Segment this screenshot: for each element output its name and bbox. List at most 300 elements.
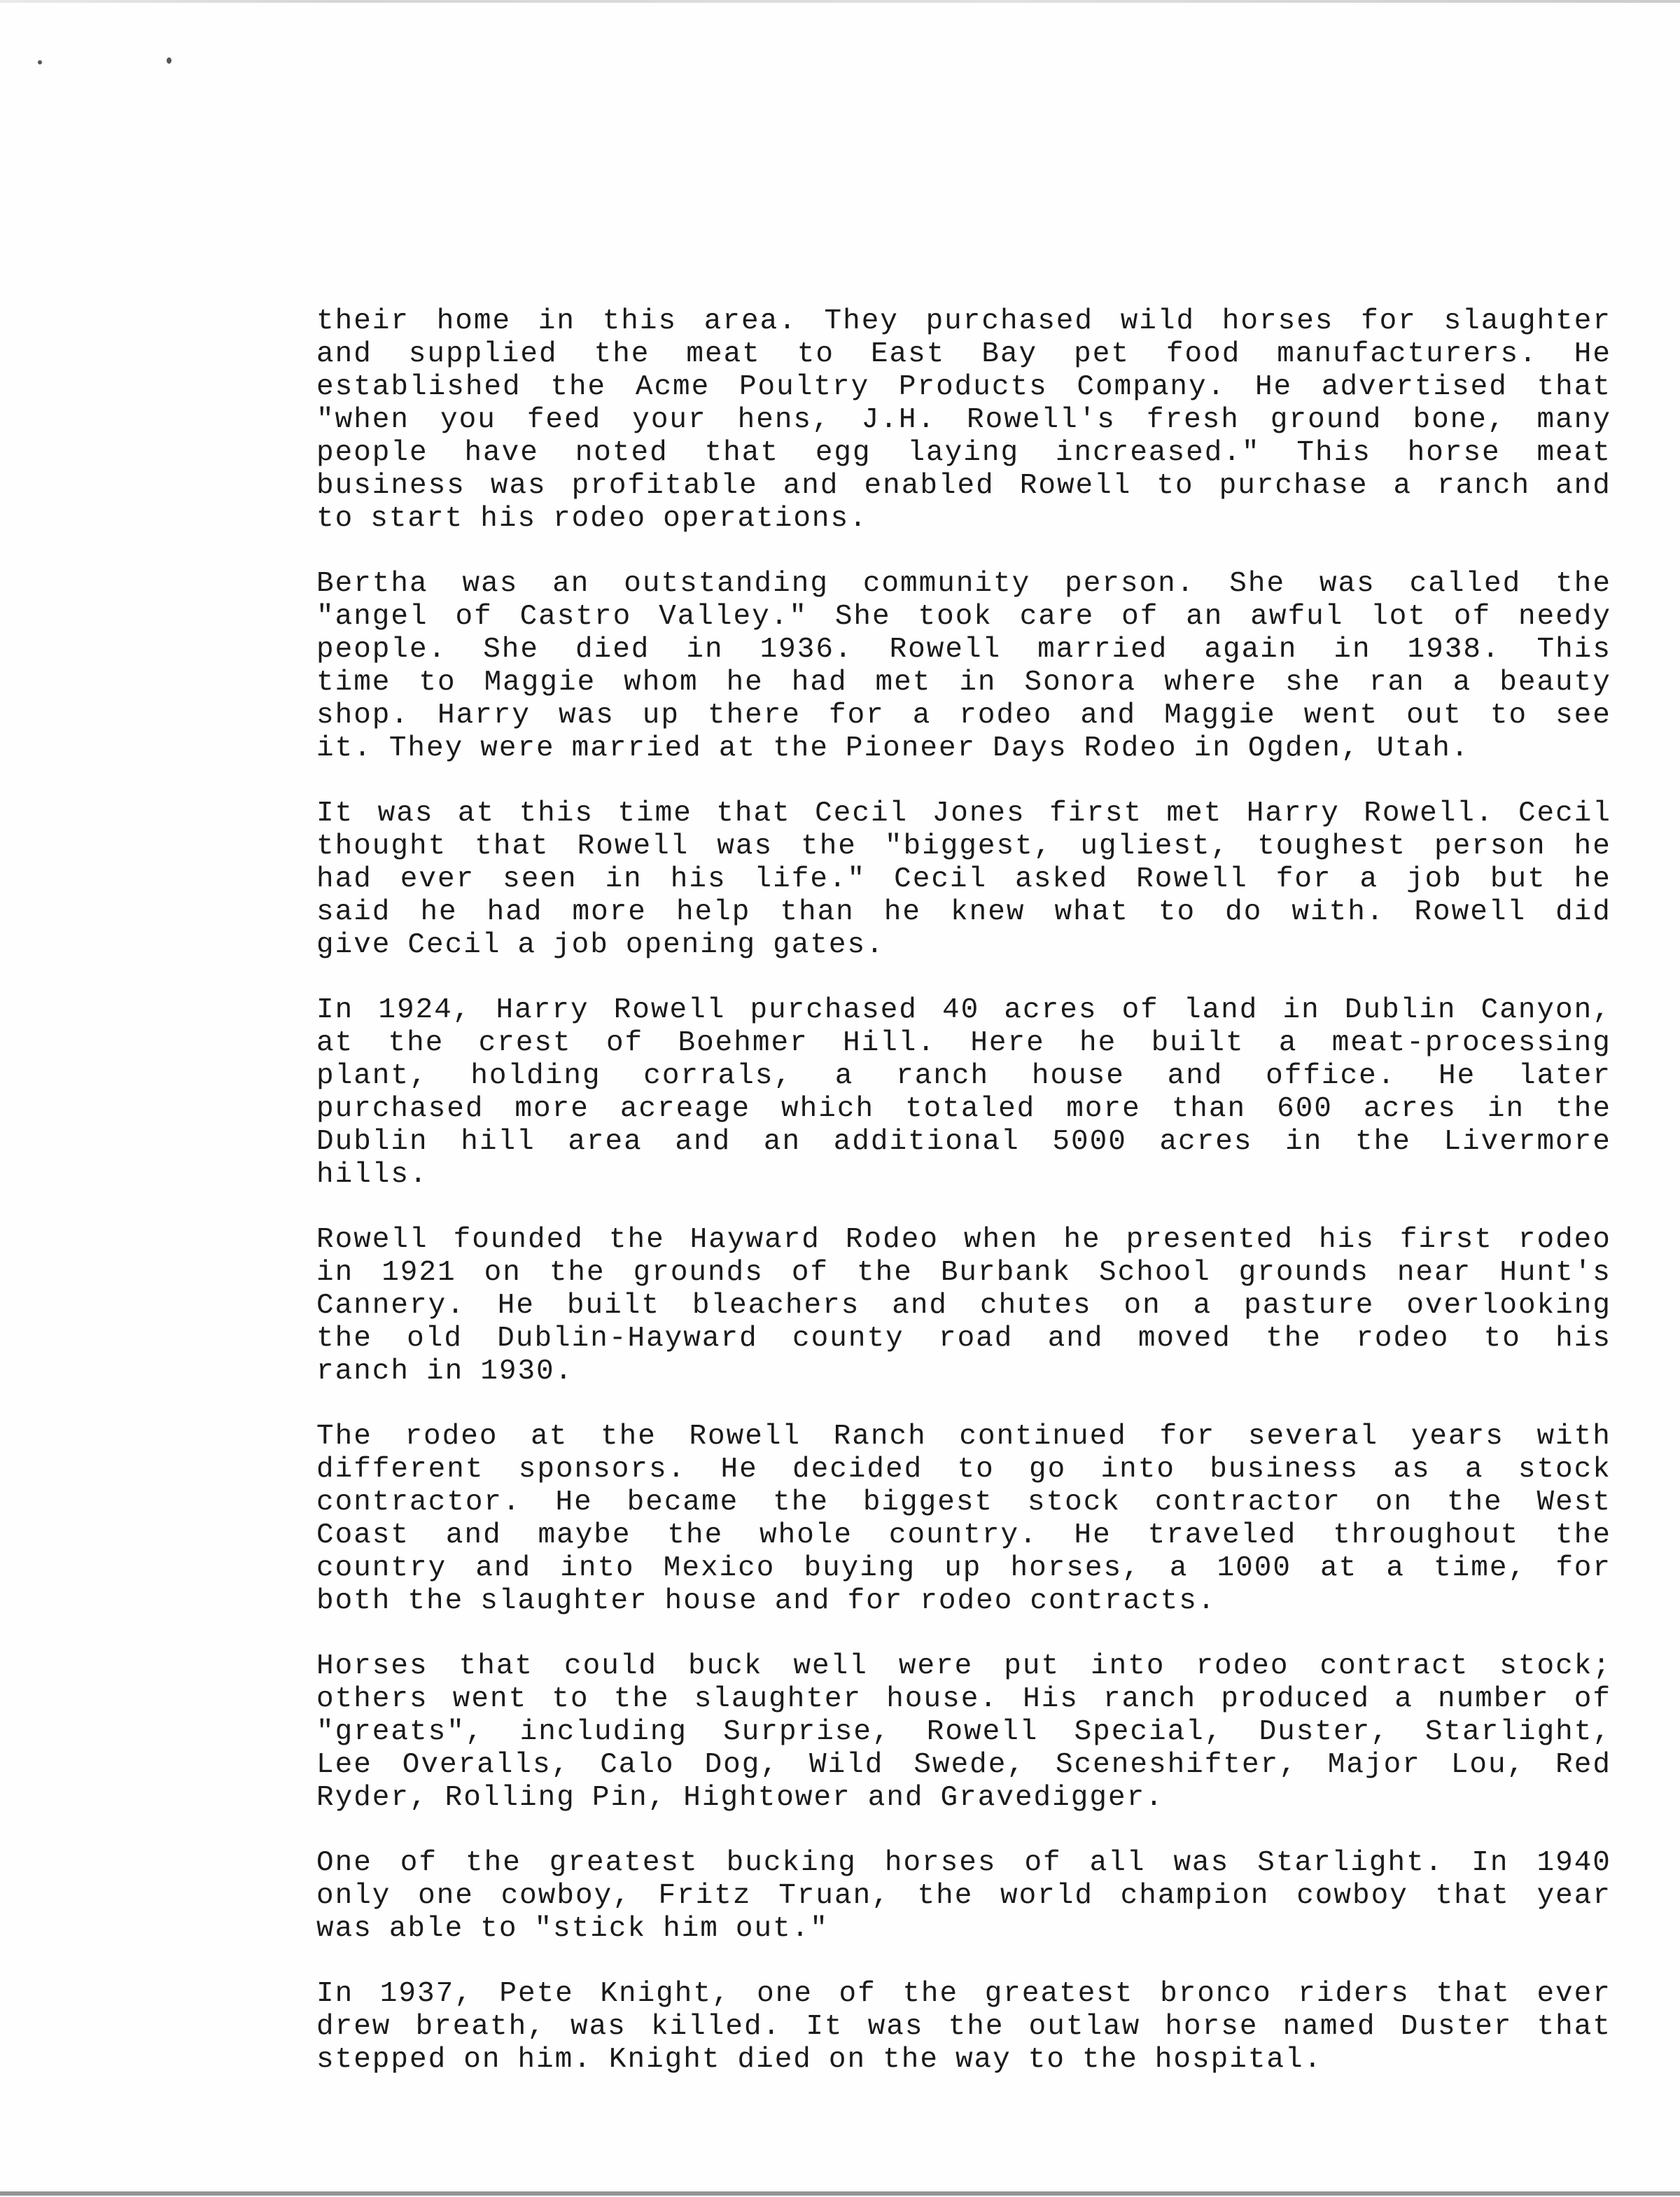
text-line (316, 1716, 1611, 1749)
word: including (519, 1716, 688, 1748)
word: hospital. (1154, 2044, 1323, 2076)
word: produced (1221, 1683, 1371, 1715)
word: was (717, 830, 774, 863)
word: profitable (571, 470, 758, 502)
word: outlaw (1028, 2011, 1141, 2043)
word: rodeo (920, 1585, 1014, 1617)
word: where (1164, 667, 1258, 699)
word: she (1285, 667, 1341, 699)
word: their (316, 305, 410, 337)
word: one (757, 1978, 813, 2010)
text-line (316, 1323, 1611, 1355)
word: Sonora (1024, 667, 1137, 699)
word: was (867, 2011, 924, 2043)
word: later (1518, 1060, 1611, 1092)
word: 1930. (480, 1355, 574, 1388)
word: out (1406, 699, 1462, 732)
word: the (1354, 1126, 1411, 1158)
word: of (791, 1257, 830, 1289)
word: knew (951, 896, 1026, 928)
word: Rowell (1019, 470, 1132, 502)
word: horses, (1010, 1552, 1141, 1584)
word: Dublin-Hayward (497, 1323, 758, 1355)
word: meat-processing (1331, 1027, 1611, 1059)
word: Days (993, 732, 1068, 765)
word: a (834, 1060, 854, 1092)
word: person (1434, 830, 1546, 863)
word: when (963, 1224, 1039, 1256)
word: he (1574, 863, 1611, 895)
word: in (1487, 1093, 1525, 1125)
word: he (883, 896, 922, 928)
text-line (316, 1519, 1611, 1552)
word: the (1266, 1323, 1322, 1355)
word: went (452, 1683, 528, 1715)
word: His (1023, 1683, 1079, 1715)
word: way (955, 2044, 1011, 2076)
text-line (316, 1978, 1611, 2011)
word: acres (1363, 1093, 1457, 1125)
word: Bay (981, 338, 1038, 370)
word: was (490, 470, 547, 502)
word: Sceneshifter, (1055, 1749, 1298, 1781)
word: stock (1518, 1453, 1611, 1486)
word: for (1555, 1552, 1611, 1584)
word: Harry (438, 699, 531, 732)
word: Ryder, (316, 1782, 428, 1814)
word: egg (815, 437, 872, 469)
word: with. (1292, 896, 1385, 928)
word: crest (478, 1027, 572, 1059)
word: he (1063, 1224, 1101, 1256)
word: stock (1027, 1486, 1121, 1519)
text-line (316, 1093, 1611, 1126)
word: see (1555, 699, 1611, 732)
word: house (1031, 1060, 1125, 1092)
word: drew (316, 2011, 391, 2043)
scan-speck (38, 60, 42, 64)
word: ran (1368, 667, 1425, 699)
word: at (718, 732, 757, 765)
word: met (1166, 797, 1223, 830)
word: Rodeo (845, 1224, 939, 1256)
word: Cecil (894, 863, 988, 895)
word: Dog, (704, 1749, 779, 1781)
word: give (316, 929, 391, 961)
word: house (664, 1585, 758, 1617)
text-line (316, 371, 1611, 404)
word: job (553, 929, 609, 961)
word: 1921 (382, 1257, 456, 1289)
word: had (791, 667, 848, 699)
scan-bottom-edge (0, 2191, 1680, 2196)
text-line (316, 1880, 1611, 1913)
word: and (1047, 1323, 1104, 1355)
word: at (457, 797, 496, 830)
word: more (514, 1093, 589, 1125)
word: a (1393, 470, 1413, 502)
word: and (1080, 699, 1137, 732)
word: Products (898, 371, 1048, 403)
word: number (1438, 1683, 1550, 1715)
word: on (463, 2044, 501, 2076)
word: named (1282, 2011, 1376, 2043)
word: Fritz (658, 1880, 752, 1912)
word: hens, (737, 404, 831, 436)
paragraph (316, 994, 1611, 1192)
word: Hightower (683, 1782, 851, 1814)
word: more (572, 896, 647, 928)
text-line (316, 470, 1611, 503)
word: Rowell (889, 634, 1002, 666)
word: only (316, 1880, 391, 1912)
word: put (1004, 1650, 1060, 1682)
word: on (1375, 1486, 1413, 1519)
word: a (1193, 1290, 1212, 1322)
word: to (1483, 1323, 1521, 1355)
word: She (1229, 568, 1286, 600)
word: Rowell (1414, 896, 1527, 928)
word: many (1536, 404, 1611, 436)
word: 1924, (378, 994, 472, 1026)
word: buying (804, 1552, 916, 1584)
word: of (455, 601, 493, 633)
word: to (1028, 2044, 1065, 2076)
word: in (316, 1257, 354, 1289)
word: horses (884, 1847, 997, 1879)
word: the (388, 1027, 444, 1059)
word: a (1169, 1552, 1189, 1584)
text-line (316, 1224, 1611, 1257)
word: opening (625, 929, 757, 961)
word: to (419, 667, 456, 699)
word: horse (1407, 437, 1501, 469)
word: in (605, 863, 643, 895)
word: met (875, 667, 932, 699)
word: He (1074, 1519, 1112, 1551)
word: have (464, 437, 539, 469)
paragraph (316, 305, 1611, 536)
word: contract (1320, 1650, 1469, 1682)
word: went (1303, 699, 1379, 732)
text-line (316, 994, 1611, 1027)
word: different (316, 1453, 484, 1486)
word: ugliest, (1080, 830, 1230, 863)
word: house. (886, 1683, 998, 1715)
word: Overalls, (402, 1749, 570, 1781)
word: gates. (773, 929, 885, 961)
word: him. (517, 2044, 592, 2076)
word: Rodeo (1084, 732, 1177, 765)
word: than (1171, 1093, 1247, 1125)
word: Major (1327, 1749, 1421, 1781)
word: that (475, 830, 550, 863)
word: 1940 (1536, 1847, 1611, 1879)
word: He (1438, 1060, 1476, 1092)
word: all (1089, 1847, 1146, 1879)
word: the (600, 1421, 657, 1453)
word: Jones (932, 797, 1026, 830)
word: Cannery. (316, 1290, 465, 1322)
word: Valley." (659, 601, 808, 633)
word: said (316, 896, 391, 928)
word: the (1082, 2044, 1138, 2076)
word: buck (688, 1650, 763, 1682)
word: In (316, 994, 354, 1026)
word: Starlight. (1257, 1847, 1444, 1879)
word: that (1536, 2011, 1611, 2043)
word: in (1285, 1126, 1323, 1158)
word: grounds (633, 1257, 764, 1289)
word: died (737, 2044, 812, 2076)
word: a (517, 929, 537, 961)
word: that (716, 797, 791, 830)
paragraph (316, 1224, 1611, 1388)
word: moved (1138, 1323, 1231, 1355)
word: outstanding (624, 568, 829, 600)
word: at (531, 1421, 568, 1453)
word: that (458, 1650, 534, 1682)
word: home (436, 305, 512, 337)
word: founded (453, 1224, 584, 1256)
word: chutes (979, 1290, 1092, 1322)
word: bleachers (692, 1290, 860, 1322)
word: horses (1222, 305, 1334, 337)
word: became (626, 1486, 739, 1519)
word: toughest (1257, 830, 1407, 863)
word: Burbank (940, 1257, 1072, 1289)
word: into (1091, 1650, 1166, 1682)
word: manufacturers. (1277, 338, 1538, 370)
word: at (1320, 1552, 1358, 1584)
word: built (1151, 1027, 1245, 1059)
word: stock; (1499, 1650, 1611, 1682)
word: beauty (1499, 667, 1611, 699)
scan-top-edge (0, 0, 1680, 3)
text-line (316, 1290, 1611, 1323)
word: Dublin (316, 1126, 428, 1158)
word: hills. (316, 1159, 428, 1191)
word: wild (1120, 305, 1196, 337)
word: several (1247, 1421, 1379, 1453)
word: up (944, 1552, 982, 1584)
text-line (316, 437, 1611, 470)
word: the (773, 1486, 829, 1519)
word: purchased (750, 994, 918, 1026)
word: They (388, 732, 464, 765)
word: was (462, 568, 519, 600)
word: rodeo (553, 503, 647, 535)
word: rodeo (1518, 1224, 1611, 1256)
word: there (707, 699, 801, 732)
word: into (560, 1552, 635, 1584)
word: business (1210, 1453, 1359, 1486)
text-line (316, 1159, 1611, 1192)
word: the (883, 2044, 939, 2076)
word: office. (1266, 1060, 1396, 1092)
word: county (792, 1323, 904, 1355)
word: awful (1250, 601, 1344, 633)
word: Rowell (926, 1716, 1039, 1748)
word: increased." (1055, 437, 1261, 469)
word: whom (624, 667, 699, 699)
word: contracts. (1030, 1585, 1217, 1617)
word: Mexico (663, 1552, 776, 1584)
word: Lee (316, 1749, 372, 1781)
word: This (1536, 634, 1611, 666)
word: died (575, 634, 650, 666)
word: of (1121, 994, 1159, 1026)
word: do (1225, 896, 1263, 928)
word: stepped (316, 2044, 447, 2076)
word: Ranch (833, 1421, 927, 1453)
word: Duster, (1259, 1716, 1390, 1748)
word: of (400, 1847, 438, 1879)
word: world (1000, 1880, 1093, 1912)
text-line (316, 667, 1611, 699)
word: Hunt's (1499, 1257, 1611, 1289)
word: food (1166, 338, 1241, 370)
word: Truan, (778, 1880, 890, 1912)
word: operations. (663, 503, 868, 535)
word: the (316, 1323, 372, 1355)
word: horse (1165, 2011, 1259, 2043)
word: on (1124, 1290, 1161, 1322)
word: a (1386, 1552, 1405, 1584)
word: to (1156, 470, 1194, 502)
word: Harry (1246, 797, 1340, 830)
word: Cecil (815, 797, 909, 830)
word: This (1296, 437, 1371, 469)
text-line (316, 1126, 1611, 1159)
word: needy (1518, 601, 1611, 633)
word: Knight (608, 2044, 721, 2076)
word: the (667, 1519, 724, 1551)
word: One (316, 1847, 372, 1879)
word: for (847, 1585, 904, 1617)
word: person. (1065, 568, 1196, 600)
word: he (1079, 1027, 1117, 1059)
word: Maggie (1164, 699, 1276, 732)
word: a (1359, 863, 1379, 895)
word: He (1574, 338, 1611, 370)
word: area. (704, 305, 797, 337)
text-line (316, 896, 1611, 929)
word: of (1574, 1683, 1611, 1715)
word: old (407, 1323, 463, 1355)
word: a (1394, 1683, 1413, 1715)
word: additional (833, 1126, 1020, 1158)
word: again (1204, 634, 1298, 666)
text-line (316, 568, 1611, 601)
word: was (1319, 568, 1376, 600)
word: in (1334, 634, 1371, 666)
word: Rowell (1136, 863, 1248, 895)
word: the (902, 1978, 959, 2010)
word: shop. (316, 699, 410, 732)
word: breath, (415, 2011, 546, 2043)
word: lot (1371, 601, 1427, 633)
text-line (316, 1847, 1611, 1880)
word: Maggie (484, 667, 596, 699)
word: acres (1004, 994, 1098, 1026)
word: were (898, 1650, 974, 1682)
word: to (957, 1453, 995, 1486)
word: to (316, 503, 354, 535)
word: advertised (1321, 371, 1508, 403)
word: of (1024, 1847, 1062, 1879)
word: School (1099, 1257, 1211, 1289)
word: of (1121, 601, 1159, 633)
text-line (316, 305, 1611, 338)
word: continued (959, 1421, 1127, 1453)
paragraph (316, 1978, 1611, 2077)
word: rodeo (959, 699, 1053, 732)
word: was (559, 699, 615, 732)
word: the (613, 1683, 670, 1715)
word: supplied (408, 338, 558, 370)
word: Starlight, (1424, 1716, 1611, 1748)
word: ground (1270, 404, 1382, 436)
word: "greats", (316, 1716, 484, 1748)
word: Wild (808, 1749, 884, 1781)
text-line (316, 797, 1611, 830)
paragraph (316, 568, 1611, 765)
word: first (1049, 797, 1143, 830)
word: acreage (620, 1093, 751, 1125)
word: slaughter (694, 1683, 862, 1715)
word: asked (1015, 863, 1109, 895)
word: ranch (1103, 1683, 1197, 1715)
word: and (1555, 470, 1611, 502)
text-line (316, 1486, 1611, 1519)
text-line (316, 1355, 1611, 1388)
text-line (316, 1060, 1611, 1093)
word: maybe (538, 1519, 631, 1551)
word: ranch (1437, 470, 1531, 502)
word: near (1396, 1257, 1472, 1289)
word: built (566, 1290, 660, 1322)
word: bone, (1413, 404, 1506, 436)
word: West (1536, 1486, 1611, 1519)
word: time (617, 797, 692, 830)
word: the (407, 1585, 464, 1617)
word: his (1319, 1224, 1375, 1256)
word: "stick (534, 1913, 647, 1945)
word: 1936. (760, 634, 853, 666)
word: this (602, 305, 678, 337)
word: Boehmer (678, 1027, 808, 1059)
word: Surprise, (723, 1716, 891, 1748)
word: this (519, 797, 594, 830)
word: the (594, 338, 650, 370)
word: Gravedigger. (940, 1782, 1164, 1814)
word: 40 (942, 994, 980, 1026)
word: with (1536, 1421, 1611, 1453)
scan-speck (167, 57, 172, 64)
word: Canyon, (1480, 994, 1611, 1026)
word: ranch (896, 1060, 990, 1092)
word: of (1453, 601, 1492, 633)
word: and (1167, 1060, 1224, 1092)
word: but (1490, 863, 1546, 895)
word: and (892, 1290, 948, 1322)
word: years (1410, 1421, 1504, 1453)
word: ranch (316, 1355, 410, 1388)
word: an (552, 568, 590, 600)
paragraph (316, 797, 1611, 962)
word: land (1183, 994, 1259, 1026)
